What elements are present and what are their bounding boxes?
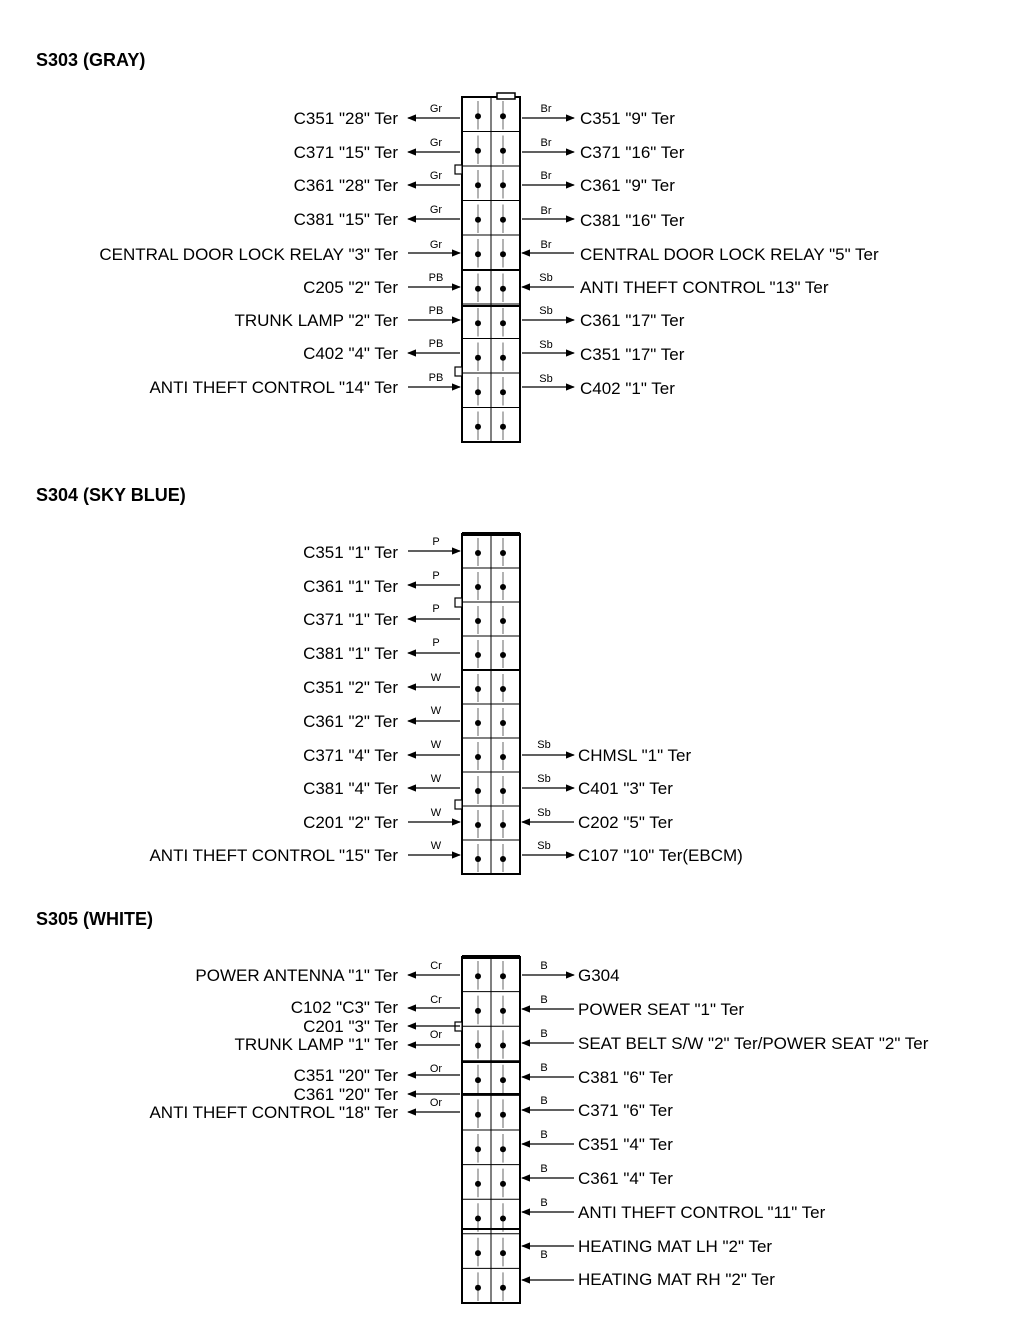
pin-dot — [500, 148, 506, 154]
pin-dot — [500, 217, 506, 223]
left-lead — [303, 603, 440, 629]
terminal-label: C371 "1" Ter — [303, 610, 398, 629]
pin-dot — [475, 148, 481, 154]
pin-dot — [500, 1216, 506, 1222]
terminal-label: C381 "16" Ter — [580, 211, 685, 230]
wire-color: W — [430, 807, 442, 819]
terminal-label: C401 "3" Ter — [578, 779, 673, 798]
section-title: S304 (SKY BLUE) — [36, 485, 186, 505]
pin-dot — [475, 424, 481, 430]
wire-color: Br — [540, 205, 552, 217]
left-lead — [149, 372, 443, 397]
pin-dot — [475, 720, 481, 726]
pin-dot — [500, 320, 506, 326]
left-lead — [303, 705, 442, 731]
wire-color: B — [540, 1095, 548, 1107]
wire-color: Sb — [539, 373, 553, 385]
terminal-label: C351 "9" Ter — [580, 109, 675, 128]
connector-block — [455, 93, 520, 442]
left-lead — [303, 773, 442, 798]
terminal-label: C361 "9" Ter — [580, 176, 675, 195]
pin-dot — [475, 1077, 481, 1083]
terminal-label: C402 "1" Ter — [580, 379, 675, 398]
right-lead — [537, 840, 743, 865]
pin-dot — [475, 1008, 481, 1014]
pin-dot — [500, 182, 506, 188]
terminal-label: C107 "10" Ter(EBCM) — [578, 846, 743, 865]
wire-color: Cr — [430, 960, 442, 972]
right-lead — [540, 1237, 772, 1261]
pin-dot — [475, 113, 481, 119]
wire-color: B — [540, 994, 548, 1006]
terminal-label: C361 "28" Ter — [293, 176, 398, 195]
left-lead — [294, 170, 443, 195]
left-lead — [303, 1017, 398, 1036]
wire-color: Br — [540, 103, 552, 115]
terminal-label: C351 "20" Ter — [293, 1066, 398, 1085]
pin-dot — [500, 788, 506, 794]
left-lead — [303, 536, 440, 562]
wire-color: Sb — [537, 840, 551, 852]
left-lead — [294, 1085, 399, 1104]
wire-color: PB — [428, 338, 444, 350]
pin-dot — [500, 1112, 506, 1118]
left-lead — [291, 994, 442, 1017]
terminal-label: C202 "5" Ter — [578, 813, 673, 832]
wire-color: B — [540, 1163, 548, 1175]
pin-dot — [475, 973, 481, 979]
left-lead — [149, 840, 441, 865]
pin-dot — [500, 113, 506, 119]
pin-dot — [475, 618, 481, 624]
wire-color: W — [430, 773, 442, 785]
pin-dot — [500, 550, 506, 556]
pin-dot — [500, 720, 506, 726]
right-lead — [537, 773, 673, 798]
terminal-label: C201 "3" Ter — [303, 1017, 398, 1036]
wire-color: Or — [429, 1029, 443, 1041]
terminal-label: SEAT BELT S/W "2" Ter/POWER SEAT "2" Ter — [578, 1034, 929, 1053]
left-lead — [303, 272, 443, 297]
pin-dot — [500, 686, 506, 692]
left-lead — [99, 239, 442, 264]
left-lead — [303, 739, 442, 765]
wire-color: PB — [428, 372, 444, 384]
wire-color: P — [432, 570, 440, 582]
wire-color: B — [540, 1197, 548, 1209]
wire-color: Sb — [539, 272, 553, 284]
wire-color: Sb — [539, 339, 553, 351]
wire-color: B — [540, 960, 548, 972]
right-lead — [541, 239, 879, 264]
wire-color: Sb — [537, 773, 551, 785]
pin-dot — [475, 217, 481, 223]
right-lead — [540, 1028, 928, 1053]
pin-dot — [500, 286, 506, 292]
terminal-label: ANTI THEFT CONTROL "18" Ter — [149, 1103, 398, 1122]
terminal-label: C381 "1" Ter — [303, 644, 398, 663]
pin-dot — [500, 1285, 506, 1291]
pin-dot — [475, 754, 481, 760]
wire-color: Sb — [537, 739, 551, 751]
terminal-label: C351 "1" Ter — [303, 543, 398, 562]
right-lead — [578, 1270, 775, 1289]
terminal-label: C201 "2" Ter — [303, 813, 398, 832]
pin-dot — [500, 1181, 506, 1187]
right-lead — [540, 1095, 673, 1120]
left-lead — [303, 672, 442, 697]
pin-dot — [475, 1285, 481, 1291]
right-lead — [541, 205, 685, 230]
right-lead — [540, 1062, 673, 1087]
pin-dot — [475, 822, 481, 828]
right-lead — [539, 339, 684, 364]
wire-color: W — [430, 672, 442, 684]
pin-dot — [500, 1250, 506, 1256]
pin-dot — [500, 652, 506, 658]
terminal-label: C361 "20" Ter — [293, 1085, 398, 1104]
wire-color: W — [430, 739, 442, 751]
terminal-label: C205 "2" Ter — [303, 278, 398, 297]
section-s303 — [36, 50, 879, 442]
pin-dot — [500, 584, 506, 590]
pin-dot — [475, 1112, 481, 1118]
pin-dot — [500, 389, 506, 395]
wire-color: Or — [429, 1097, 443, 1109]
right-lead — [541, 137, 685, 162]
terminal-label: C361 "2" Ter — [303, 712, 398, 731]
pin-dot — [475, 652, 481, 658]
pin-dot — [500, 424, 506, 430]
wire-color: Gr — [429, 239, 443, 251]
right-lead — [540, 1197, 825, 1222]
pin-dot — [475, 788, 481, 794]
terminal-label: C351 "28" Ter — [293, 109, 398, 128]
terminal-label: ANTI THEFT CONTROL "15" Ter — [149, 846, 398, 865]
pin-dot — [475, 389, 481, 395]
wire-color: Gr — [429, 103, 443, 115]
terminal-label: HEATING MAT RH "2" Ter — [578, 1270, 775, 1289]
terminal-label: TRUNK LAMP "1" Ter — [234, 1035, 398, 1054]
right-lead — [541, 103, 676, 128]
wire-color: Sb — [539, 305, 553, 317]
section-s304 — [36, 485, 743, 874]
wire-color: Gr — [429, 137, 443, 149]
terminal-label: C381 "15" Ter — [293, 210, 398, 229]
right-lead — [537, 807, 673, 832]
terminal-label: C371 "15" Ter — [293, 143, 398, 162]
terminal-label: C351 "17" Ter — [580, 345, 685, 364]
pin-dot — [475, 286, 481, 292]
terminal-label: C371 "16" Ter — [580, 143, 685, 162]
wire-color: PB — [428, 272, 444, 284]
pin-dot — [475, 320, 481, 326]
wire-color: Br — [540, 239, 552, 251]
left-lead — [303, 338, 443, 363]
wire-color: P — [432, 603, 440, 615]
wire-color: Gr — [429, 204, 443, 216]
section-s305 — [36, 909, 929, 1303]
pin-dot — [475, 251, 481, 257]
terminal-label: C402 "4" Ter — [303, 344, 398, 363]
section-title: S303 (GRAY) — [36, 50, 146, 70]
wire-color: W — [430, 705, 442, 717]
left-lead — [195, 960, 442, 985]
pin-dot — [500, 822, 506, 828]
terminal-label: ANTI THEFT CONTROL "13" Ter — [580, 278, 829, 297]
pin-dot — [475, 182, 481, 188]
right-lead — [539, 305, 684, 330]
terminal-label: ANTI THEFT CONTROL "14" Ter — [149, 378, 398, 397]
pin-dot — [475, 1146, 481, 1152]
left-lead — [303, 807, 442, 832]
left-lead — [234, 305, 443, 330]
pin-dot — [500, 856, 506, 862]
terminal-label: C351 "4" Ter — [578, 1135, 673, 1154]
right-lead — [540, 994, 744, 1019]
pin-dot — [475, 550, 481, 556]
wire-color: B — [540, 1129, 548, 1141]
pin-dot — [475, 355, 481, 361]
right-lead — [539, 373, 675, 398]
terminal-label: C381 "4" Ter — [303, 779, 398, 798]
wire-color: Br — [540, 170, 552, 182]
terminal-label: C371 "6" Ter — [578, 1101, 673, 1120]
pin-dot — [475, 1043, 481, 1049]
terminal-label: C371 "4" Ter — [303, 746, 398, 765]
pin-dot — [500, 355, 506, 361]
left-lead — [303, 570, 440, 596]
left-lead — [294, 137, 443, 162]
terminal-label: G304 — [578, 966, 620, 985]
wire-color: Cr — [430, 994, 442, 1006]
wire-color: B — [540, 1249, 548, 1261]
terminal-label: CENTRAL DOOR LOCK RELAY "3" Ter — [99, 245, 398, 264]
left-lead — [294, 204, 443, 229]
terminal-label: CENTRAL DOOR LOCK RELAY "5" Ter — [580, 245, 879, 264]
terminal-label: C381 "6" Ter — [578, 1068, 673, 1087]
left-lead — [294, 1063, 443, 1085]
pin-dot — [475, 856, 481, 862]
pin-dot — [500, 251, 506, 257]
terminal-label: HEATING MAT LH "2" Ter — [578, 1237, 773, 1256]
right-lead — [540, 960, 619, 985]
wire-color: PB — [428, 305, 444, 317]
pin-dot — [500, 1043, 506, 1049]
wire-color: P — [432, 536, 440, 548]
wire-color: W — [430, 840, 442, 852]
pin-dot — [475, 686, 481, 692]
wire-color: B — [540, 1062, 548, 1074]
terminal-label: TRUNK LAMP "2" Ter — [234, 311, 398, 330]
pin-dot — [475, 584, 481, 590]
right-lead — [540, 1163, 673, 1188]
pin-dot — [500, 1146, 506, 1152]
terminal-label: ANTI THEFT CONTROL "11" Ter — [578, 1203, 826, 1222]
terminal-label: C361 "1" Ter — [303, 577, 398, 596]
right-lead — [541, 170, 676, 195]
left-lead — [303, 637, 440, 663]
terminal-label: CHMSL "1" Ter — [578, 746, 692, 765]
terminal-label: C102 "C3" Ter — [290, 998, 398, 1017]
pin-dot — [500, 618, 506, 624]
terminal-label: POWER ANTENNA "1" Ter — [195, 966, 398, 985]
pin-dot — [500, 1008, 506, 1014]
wire-color: Sb — [537, 807, 551, 819]
terminal-label: POWER SEAT "1" Ter — [578, 1000, 745, 1019]
pin-dot — [500, 973, 506, 979]
right-lead — [540, 1129, 673, 1154]
section-title: S305 (WHITE) — [36, 909, 154, 929]
pin-dot — [500, 1077, 506, 1083]
pin-dot — [475, 1181, 481, 1187]
wire-color: P — [432, 637, 440, 649]
wire-color: Gr — [429, 170, 443, 182]
pin-dot — [475, 1250, 481, 1256]
right-lead — [537, 739, 691, 765]
pin-dot — [500, 754, 506, 760]
terminal-label: C361 "17" Ter — [580, 311, 685, 330]
wire-color: Br — [540, 137, 552, 149]
terminal-label: C361 "4" Ter — [578, 1169, 673, 1188]
terminal-label: C351 "2" Ter — [303, 678, 398, 697]
left-lead — [294, 103, 443, 128]
right-lead — [539, 272, 829, 297]
pin-dot — [475, 1216, 481, 1222]
wire-color: Or — [429, 1063, 443, 1075]
wire-color: B — [540, 1028, 548, 1040]
